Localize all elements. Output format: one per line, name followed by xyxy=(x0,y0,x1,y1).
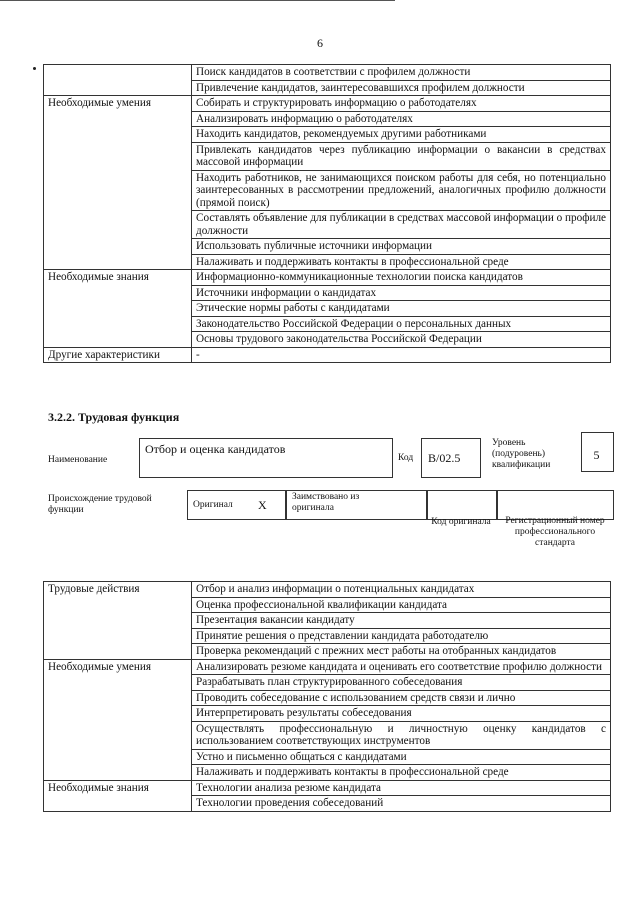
name-label: Наименование xyxy=(48,455,108,465)
section-title: 3.2.2. Трудовая функция xyxy=(48,410,180,424)
row-item: Анализировать резюме кандидата и оценивать его соответствие профилю должности xyxy=(192,659,611,675)
row-item: Устно и письменно общаться с кандидатами xyxy=(192,749,611,765)
row-item: Поиск кандидатов в соответствии с профилем должности xyxy=(192,65,611,81)
table-row xyxy=(44,582,611,598)
orig-code-box xyxy=(426,490,498,520)
row-label: Трудовые действия xyxy=(44,582,192,660)
row-label xyxy=(44,65,192,96)
code-caption: Код оригинала xyxy=(431,517,491,527)
row-item: Технологии анализа резюме кандидата xyxy=(192,780,611,796)
row-item: Использовать публичные источники информации xyxy=(192,239,611,255)
row-item: Проводить собеседование с использованием средств связи и лично xyxy=(192,690,611,706)
row-item: Интерпретировать результаты собеседования xyxy=(192,706,611,722)
row-item: Проверка рекомендаций с прежних мест работы на отобранных кандидатов xyxy=(192,644,611,660)
page-number: 6 xyxy=(317,36,323,50)
table-row xyxy=(44,96,611,112)
row-item: Технологии проведения собеседований xyxy=(192,796,611,812)
top-rule xyxy=(0,0,395,1)
row-label: Необходимые знания xyxy=(44,270,192,348)
margin-dot xyxy=(33,67,36,70)
original-mark: X xyxy=(258,498,267,512)
row-item: Осуществлять профессиональную и личностную оценку кандидатов с использованием соответствующих инструментов xyxy=(192,721,611,749)
row-label: Другие характеристики xyxy=(44,347,192,363)
original-label: Оригинал xyxy=(193,500,233,510)
reg-caption: Регистрационный номер профессионального стандарта xyxy=(505,516,605,548)
row-item: Оценка профессиональной квалификации кандидата xyxy=(192,597,611,613)
code-label: Код xyxy=(398,453,414,463)
row-item: Составлять объявление для публикации в средствах массовой информации о профиле должности xyxy=(192,211,611,239)
row-item: Законодательство Российской Федерации о персональных данных xyxy=(192,316,611,332)
table-row xyxy=(44,659,611,675)
row-item: Принятие решения о представлении кандидата работодателю xyxy=(192,628,611,644)
origin-label: Происхождение трудовой функции xyxy=(48,494,152,515)
borrowed-label: Заимствовано из оригинала xyxy=(292,492,360,513)
row-item: - xyxy=(192,347,611,363)
requirements-table-2 xyxy=(43,581,611,812)
code-value: B/02.5 xyxy=(428,451,461,465)
row-item: Разрабатывать план структурированного собеседования xyxy=(192,675,611,691)
level-label: Уровень (подуровень) квалификации xyxy=(492,438,551,470)
row-item: Собирать и структурировать информацию о работодателях xyxy=(192,96,611,112)
row-item: Этические нормы работы с кандидатами xyxy=(192,301,611,317)
row-label: Необходимые умения xyxy=(44,96,192,270)
table-row xyxy=(44,347,611,363)
name-value: Отбор и оценка кандидатов xyxy=(145,442,286,456)
row-item: Информационно-коммуникационные технологии поиска кандидатов xyxy=(192,270,611,286)
row-item: Налаживать и поддерживать контакты в профессиональной среде xyxy=(192,254,611,270)
table-row xyxy=(44,780,611,796)
row-item: Привлекать кандидатов через публикацию информации о вакансии в средствах массовой информации xyxy=(192,142,611,170)
table-row xyxy=(44,65,611,81)
row-item: Отбор и анализ информации о потенциальных кандидатах xyxy=(192,582,611,598)
row-item: Анализировать информацию о работодателях xyxy=(192,111,611,127)
row-item: Источники информации о кандидатах xyxy=(192,285,611,301)
level-value: 5 xyxy=(593,448,600,462)
row-item: Основы трудового законодательства Российской Федерации xyxy=(192,332,611,348)
row-label: Необходимые умения xyxy=(44,659,192,780)
row-item: Находить работников, не занимающихся поиском работы для себя, но потенциально заинтересованных в рассмотрении предложений, аналогичных профилю должности (прямой поиск) xyxy=(192,170,611,211)
row-label: Необходимые знания xyxy=(44,780,192,811)
row-item: Налаживать и поддерживать контакты в профессиональной среде xyxy=(192,765,611,781)
requirements-table-1 xyxy=(43,64,611,363)
row-item: Привлечение кандидатов, заинтересовавшихся профилем должности xyxy=(192,80,611,96)
table-row xyxy=(44,270,611,286)
row-item: Находить кандидатов, рекомендуемых другими работниками xyxy=(192,127,611,143)
row-item: Презентация вакансии кандидату xyxy=(192,613,611,629)
